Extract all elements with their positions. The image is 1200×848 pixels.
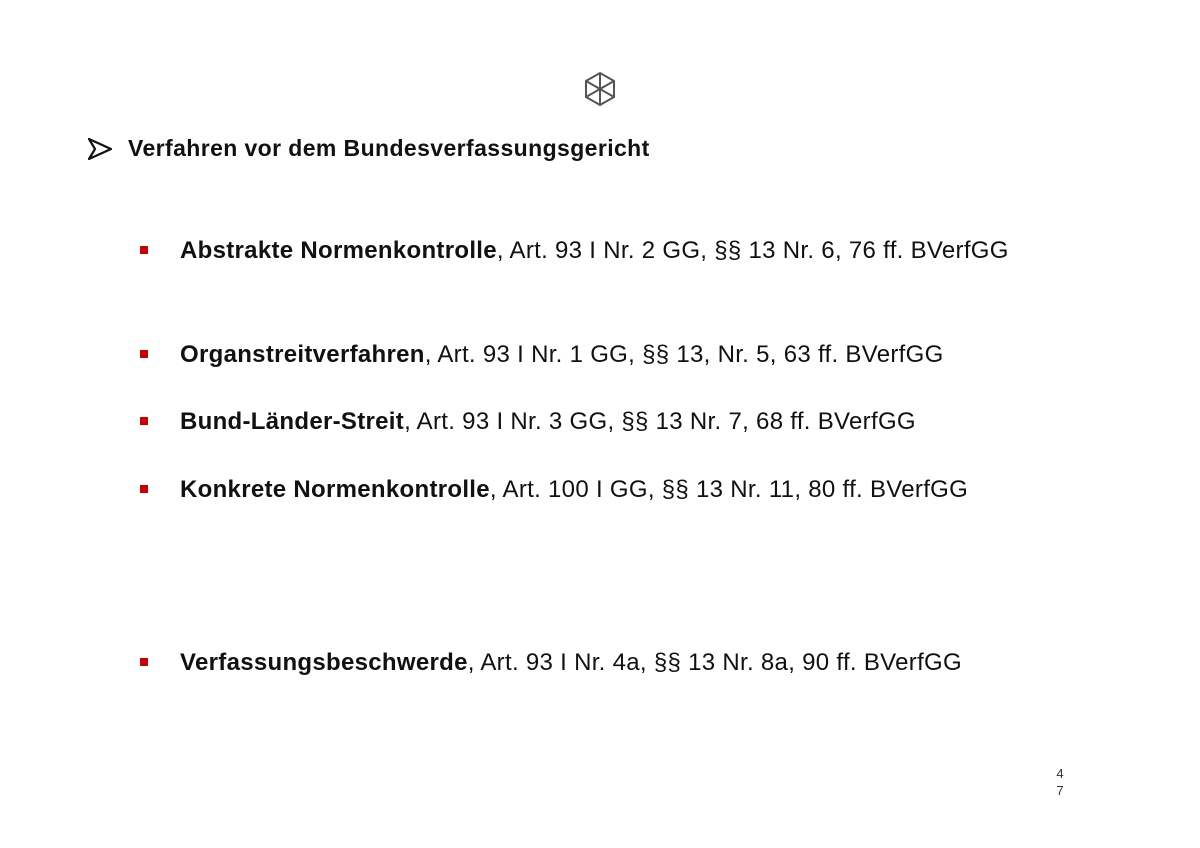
bullet-square-icon [140,417,148,425]
cube-logo-icon [583,71,617,107]
list-item-text [180,647,1150,679]
page-number-line: 7 [1056,783,1064,798]
list-item-text [180,406,1150,438]
procedure-term: Abstrakte Normenkontrolle [180,237,497,264]
legal-reference: , Art. 93 I Nr. 4a, §§ 13 Nr. 8a, 90 ff. BVerfGG [467,649,962,676]
list-item-text [180,474,1150,506]
procedure-term: Konkrete Normenkontrolle [180,476,490,503]
bullet-square-icon [140,350,148,358]
legal-reference: , Art. 93 I Nr. 3 GG, §§ 13 Nr. 7, 68 ff. BVerfGG [404,408,916,435]
procedure-term: Organstreitverfahren [180,341,425,368]
list-item [140,647,1150,679]
bullet-square-icon [140,246,148,254]
list-item-text [180,339,1150,371]
list-item [140,406,1150,438]
heading-text: Verfahren vor dem Bundesverfassungsgericht [128,135,650,161]
section-heading [88,135,650,162]
page-number-line: 4 [1056,766,1064,781]
legal-reference: , Art. 93 I Nr. 2 GG, §§ 13 Nr. 6, 76 ff. BVerfGG [496,237,1009,264]
legal-reference: , Art. 100 I GG, §§ 13 Nr. 11, 80 ff. BVerfGG [489,476,969,503]
bullet-square-icon [140,658,148,666]
list-item-text [180,235,1150,267]
arrowhead-bullet-icon [88,138,112,160]
legal-reference: , Art. 93 I Nr. 1 GG, §§ 13, Nr. 5, 63 ff. BVerfGG [424,341,944,368]
procedure-term: Verfassungsbeschwerde [180,649,468,676]
bullet-square-icon [140,485,148,493]
list-item [140,235,1150,267]
page-number [1052,765,1068,799]
list-item [140,474,1150,506]
list-item [140,339,1150,371]
procedure-term: Bund-Länder-Streit [180,408,405,435]
